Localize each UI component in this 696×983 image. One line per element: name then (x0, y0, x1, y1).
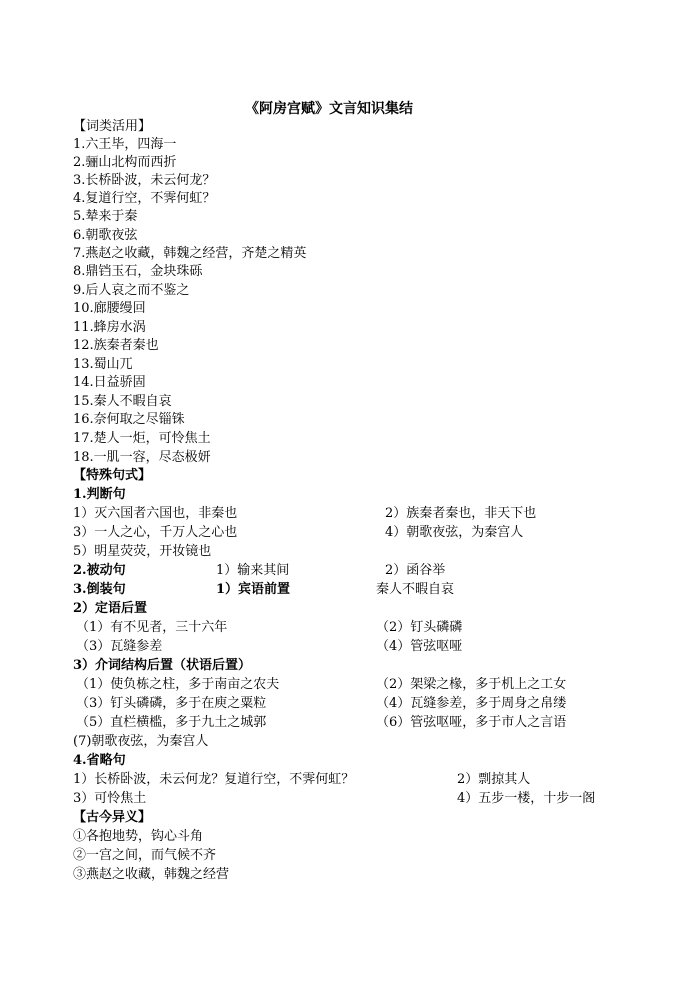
list-item: 1）长桥卧波，未云何龙？复道行空，不霁何虹？ (73, 772, 355, 787)
list-item: 10.廊腰缦回 (73, 301, 146, 316)
list-item: （4）管弦呕哑 (376, 639, 463, 654)
list-item: 秦人不暇自哀 (376, 582, 455, 597)
section-header-ancient-modern: 【古今异义】 (73, 810, 152, 825)
list-item: 7.燕赵之收藏，韩魏之经营，齐楚之精英 (73, 246, 307, 261)
list-item: （2）钉头磷磷 (376, 620, 463, 635)
list-item: 6.朝歌夜弦 (73, 228, 138, 243)
list-item: 1）输来其间 (216, 563, 290, 578)
section-header-special-sentences: 【特殊句式】 (73, 468, 152, 483)
list-item: 17.楚人一炬，可怜焦土 (73, 431, 211, 446)
judge-title: 1.判断句 (73, 487, 126, 502)
list-item: 1.六王毕，四海一 (73, 137, 177, 152)
list-item: 16.奈何取之尽锱铢 (73, 412, 185, 427)
list-item: （1）使负栋之柱，多于南亩之农夫 (76, 677, 280, 692)
list-item: 2）函谷举 (385, 563, 446, 578)
list-item: 14.日益骄固 (73, 375, 146, 390)
inverted-subtitle: 1）宾语前置 (216, 582, 291, 597)
inverted-title: 3.倒装句 (73, 582, 126, 597)
list-item: 4）朝歌夜弦，为秦宫人 (385, 525, 524, 540)
list-item: 2）剽掠其人 (457, 772, 531, 787)
list-item: 2）族秦者秦也，非天下也 (385, 506, 537, 521)
list-item: 3）一人之心，千万人之心也 (73, 525, 238, 540)
list-item: ②一宫之间，而气候不齐 (73, 848, 217, 863)
list-item: 5.辇来于秦 (73, 209, 138, 224)
list-item: （3）钉头磷磷，多于在庾之粟粒 (76, 696, 267, 711)
list-item: ①各抱地势，钩心斗角 (73, 829, 204, 844)
list-item: 18.一肌一容，尽态极妍 (73, 450, 211, 465)
list-item: 4.复道行空，不霁何虹？ (73, 191, 216, 206)
list-item: 11.蜂房水涡 (73, 320, 146, 335)
list-item: （6）管弦呕哑，多于市人之言语 (376, 715, 567, 730)
list-item: 3）可怜焦土 (73, 791, 147, 806)
list-item: （4）瓦缝参差，多于周身之帛缕 (376, 696, 567, 711)
list-item: ③燕赵之收藏，韩魏之经营 (73, 867, 230, 882)
list-item: （3）瓦缝参差 (76, 639, 163, 654)
list-item: 12.族秦者秦也 (73, 338, 159, 353)
document-title: 《阿房宫赋》文言知识集结 (245, 101, 413, 117)
attr-postposition-title: 2）定语后置 (73, 601, 148, 616)
prep-postposition-title: 3）介词结构后置（状语后置） (73, 658, 252, 673)
passive-title: 2.被动句 (73, 563, 126, 578)
section-header-word-usage: 【词类活用】 (73, 119, 152, 134)
list-item: 5）明星荧荧，开妆镜也 (73, 544, 212, 559)
list-item: 9.后人哀之而不鉴之 (73, 283, 190, 298)
list-item: 8.鼎铛玉石，金块珠砾 (73, 264, 203, 279)
list-item: 13.蜀山兀 (73, 357, 133, 372)
list-item: 15.秦人不暇自哀 (73, 394, 172, 409)
list-item: 1）灭六国者六国也，非秦也 (73, 506, 238, 521)
list-item: （1）有不见者，三十六年 (76, 620, 228, 635)
list-item: 4）五步一楼，十步一阁 (457, 791, 596, 806)
list-item: 3.长桥卧波，未云何龙？ (73, 173, 216, 188)
list-item: 2.骊山北构而西折 (73, 155, 177, 170)
list-item: (7)朝歌夜弦，为秦宫人 (73, 734, 209, 749)
list-item: （2）架梁之椽，多于机上之工女 (376, 677, 567, 692)
list-item: （5）直栏横槛，多于九土之城郭 (76, 715, 267, 730)
omission-title: 4.省略句 (73, 753, 126, 768)
